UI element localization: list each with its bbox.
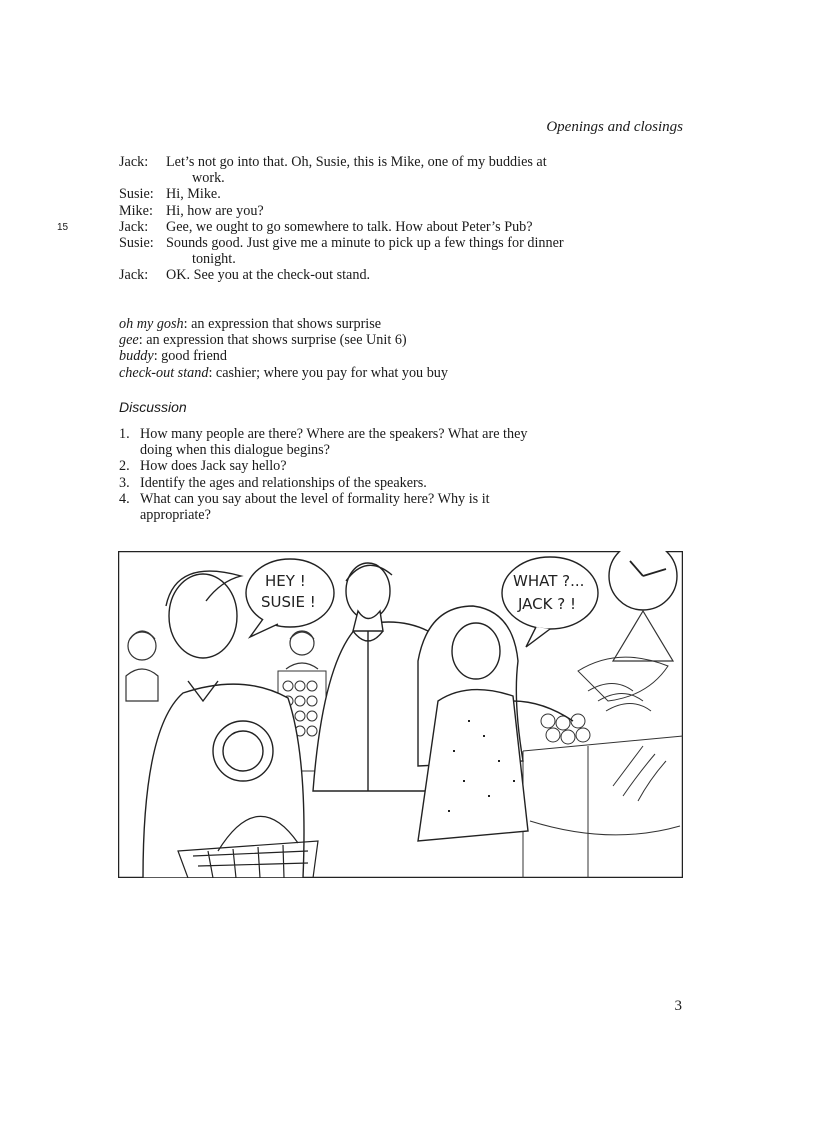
clock-icon xyxy=(609,551,677,610)
question-text: How many people are there? Where are the speakers? What are they doing when this dialogue begins? xyxy=(140,426,528,459)
speech-text: Hi, Mike. xyxy=(166,186,221,203)
glossary-entry xyxy=(119,316,599,332)
discussion-questions xyxy=(119,426,579,523)
speech-text: Sounds good. Just give me a minute to pick up a few things for dinner tonight. xyxy=(166,235,564,268)
bubble-left-line-1: HEY ! xyxy=(265,572,306,590)
glossary-definition: : an expression that shows surprise xyxy=(183,316,382,332)
discussion-heading: Discussion xyxy=(119,399,187,415)
bubble-right-line-1: WHAT ?... xyxy=(513,572,585,590)
illustration-drawing xyxy=(118,551,683,878)
running-header: Openings and closings xyxy=(546,119,683,135)
speaker-name: Mike: xyxy=(119,202,153,219)
supermarket-illustration xyxy=(118,551,683,878)
speech-text: OK. See you at the check-out stand. xyxy=(166,267,371,284)
speaker-name: Jack: xyxy=(119,267,149,284)
glossary-term: check-out stand xyxy=(119,364,209,381)
glossary-definition: : cashier; where you pay for what you buy xyxy=(208,364,448,381)
speaker-name: Susie: xyxy=(119,235,154,252)
question-item xyxy=(119,458,579,474)
dialogue-line xyxy=(119,154,579,186)
glossary-entry xyxy=(119,348,599,364)
dialogue-line xyxy=(119,267,579,283)
glossary-term: buddy xyxy=(119,348,154,365)
bubble-left-line-2: SUSIE ! xyxy=(261,593,316,611)
question-item xyxy=(119,426,579,458)
speaker-name: Susie: xyxy=(119,186,154,203)
glossary-entry xyxy=(119,332,599,348)
question-text: Identify the ages and relationships of the speakers. xyxy=(140,474,427,491)
speaker-name: Jack: xyxy=(119,154,149,170)
dialogue-line xyxy=(57,218,579,235)
question-item xyxy=(119,491,579,523)
speech-text: Hi, how are you? xyxy=(166,202,264,219)
question-number: 3. xyxy=(119,474,130,491)
dialogue-line xyxy=(119,186,579,202)
question-number: 4. xyxy=(119,490,130,507)
glossary xyxy=(119,316,599,381)
bubble-right-line-2: JACK ? ! xyxy=(518,595,576,613)
speech-text: Let’s not go into that. Oh, Susie, this is Mike, one of my buddies at work. xyxy=(166,154,547,187)
question-number: 2. xyxy=(119,458,130,475)
line-number: 15 xyxy=(57,221,69,233)
question-text: What can you say about the level of formality here? Why is it appropriate? xyxy=(140,490,490,524)
question-text: How does Jack say hello? xyxy=(140,458,287,475)
speaker-name: Jack: xyxy=(119,218,149,235)
speech-text: Gee, we ought to go somewhere to talk. How about Peter’s Pub? xyxy=(166,218,533,235)
question-number: 1. xyxy=(119,426,130,442)
dialogue-line xyxy=(119,235,579,267)
page-number: 3 xyxy=(674,998,682,1014)
glossary-definition: : an expression that shows surprise (see Unit 6) xyxy=(138,332,407,349)
glossary-term: gee xyxy=(119,332,139,349)
glossary-term: oh my gosh xyxy=(119,316,184,332)
dialogue-line xyxy=(119,203,579,219)
question-item xyxy=(119,475,579,491)
glossary-entry xyxy=(119,365,599,381)
dialogue xyxy=(57,154,579,284)
glossary-definition: : good friend xyxy=(153,348,227,365)
